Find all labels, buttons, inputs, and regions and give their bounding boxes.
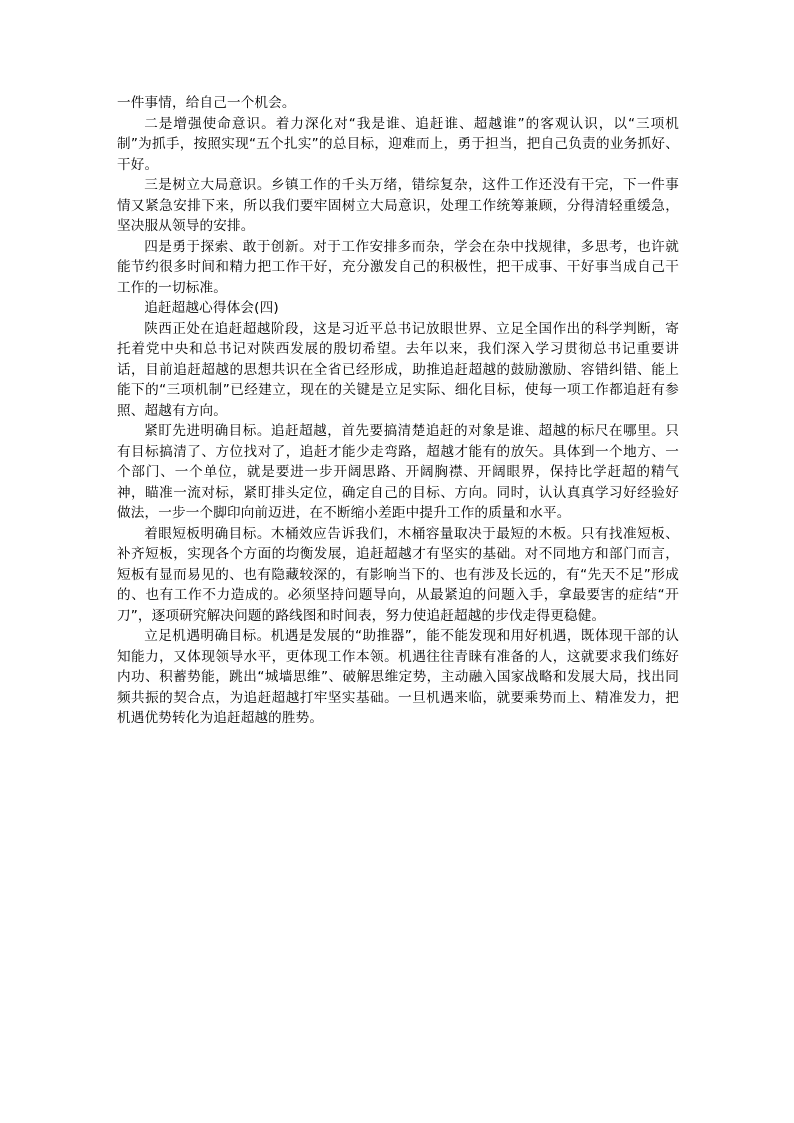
paragraph-shaanxi-intro: 陕西正处在追赶超越阶段，这是习近平总书记放眼世界、立足全国作出的科学判断，寄托着党中央和总书记对陕西发展的殷切希望。去年以来，我们深入学习贯彻总书记重要讲话，目前追赶超越的思想共识在全省已经形成，助推追赶超越的鼓励激励、容错纠错、能上能下的“三项机制”已经建立，现在的关键是立足实际、细化目标，使每一项工作都追赶有参照、超越有方向。 (117, 320, 679, 419)
paragraph-continuation: 一件事情，给自己一个机会。 (117, 95, 296, 111)
paragraph-benchmark-goals: 紧盯先进明确目标。追赶超越，首先要搞清楚追赶的对象是谁、超越的标尺在哪里。只有目标搞清了、方位找对了，追赶才能少走弯路，超越才能有的放矢。具体到一个地方、一个部门、一个单位，就是要进一步开阔思路、开阔胸襟、开阔眼界，保持比学赶超的精气神，瞄准一流对标，紧盯排头定位，确定自己的目标、方向。同时，认认真真学习好经验好做法，一步一个脚印向前迈进，在不断缩小差距中提升工作的质量和水平。 (117, 423, 679, 521)
section-title: 追赶超越心得体会(四) (144, 300, 279, 316)
paragraph-shortboard-goals: 着眼短板明确目标。木桶效应告诉我们，木桶容量取决于最短的木板。只有找准短板、补齐短板，实现各个方面的均衡发展，追赶超越才有坚实的基础。对不同地方和部门而言，短板有显而易见的、也有隐藏较深的，有影响当下的、也有涉及长远的，有“先天不足”形成的、也有工作不力造成的。必须坚持问题导向，从最紧迫的问题入手，拿最要害的症结“开刀”，逐项研究解决问题的路线图和时间表，努力使追赶超越的步伐走得更稳健。 (117, 525, 679, 624)
document-body (117, 93, 679, 729)
paragraph-mission-awareness: 二是增强使命意识。着力深化对“我是谁、追赶谁、超越谁”的客观认识，以“三项机制”为抓手，按照实现“五个扎实”的总目标，迎难而上，勇于担当，把自己负责的业务抓好、干好。 (117, 115, 679, 173)
paragraph-overall-awareness: 三是树立大局意识。乡镇工作的千头万绪，错综复杂，这件工作还没有干完，下一件事情又紧急安排下来，所以我们要牢固树立大局意识，处理工作统筹兼顾，分得清轻重缓急，坚决服从领导的安排。 (117, 177, 679, 234)
paragraph-opportunity-goals: 立足机遇明确目标。机遇是发展的“助推器”，能不能发现和用好机遇，既体现干部的认知能力，又体现领导水平，更体现工作本领。机遇往往青睐有准备的人，这就要求我们练好内功、积蓄势能，跳出“城墙思维”、破解思维定势，主动融入国家战略和发展大局，找出同频共振的契合点，为追赶超越打牢坚实基础。一旦机遇来临，就要乘势而上、精准发力，把机遇优势转化为追赶超越的胜势。 (117, 628, 679, 726)
paragraph-innovation: 四是勇于探索、敢于创新。对于工作安排多而杂，学会在杂中找规律，多思考，也许就能节约很多时间和精力把工作干好，充分激发自己的积极性，把干成事、干好事当成自己干工作的一切标准。 (117, 238, 679, 296)
